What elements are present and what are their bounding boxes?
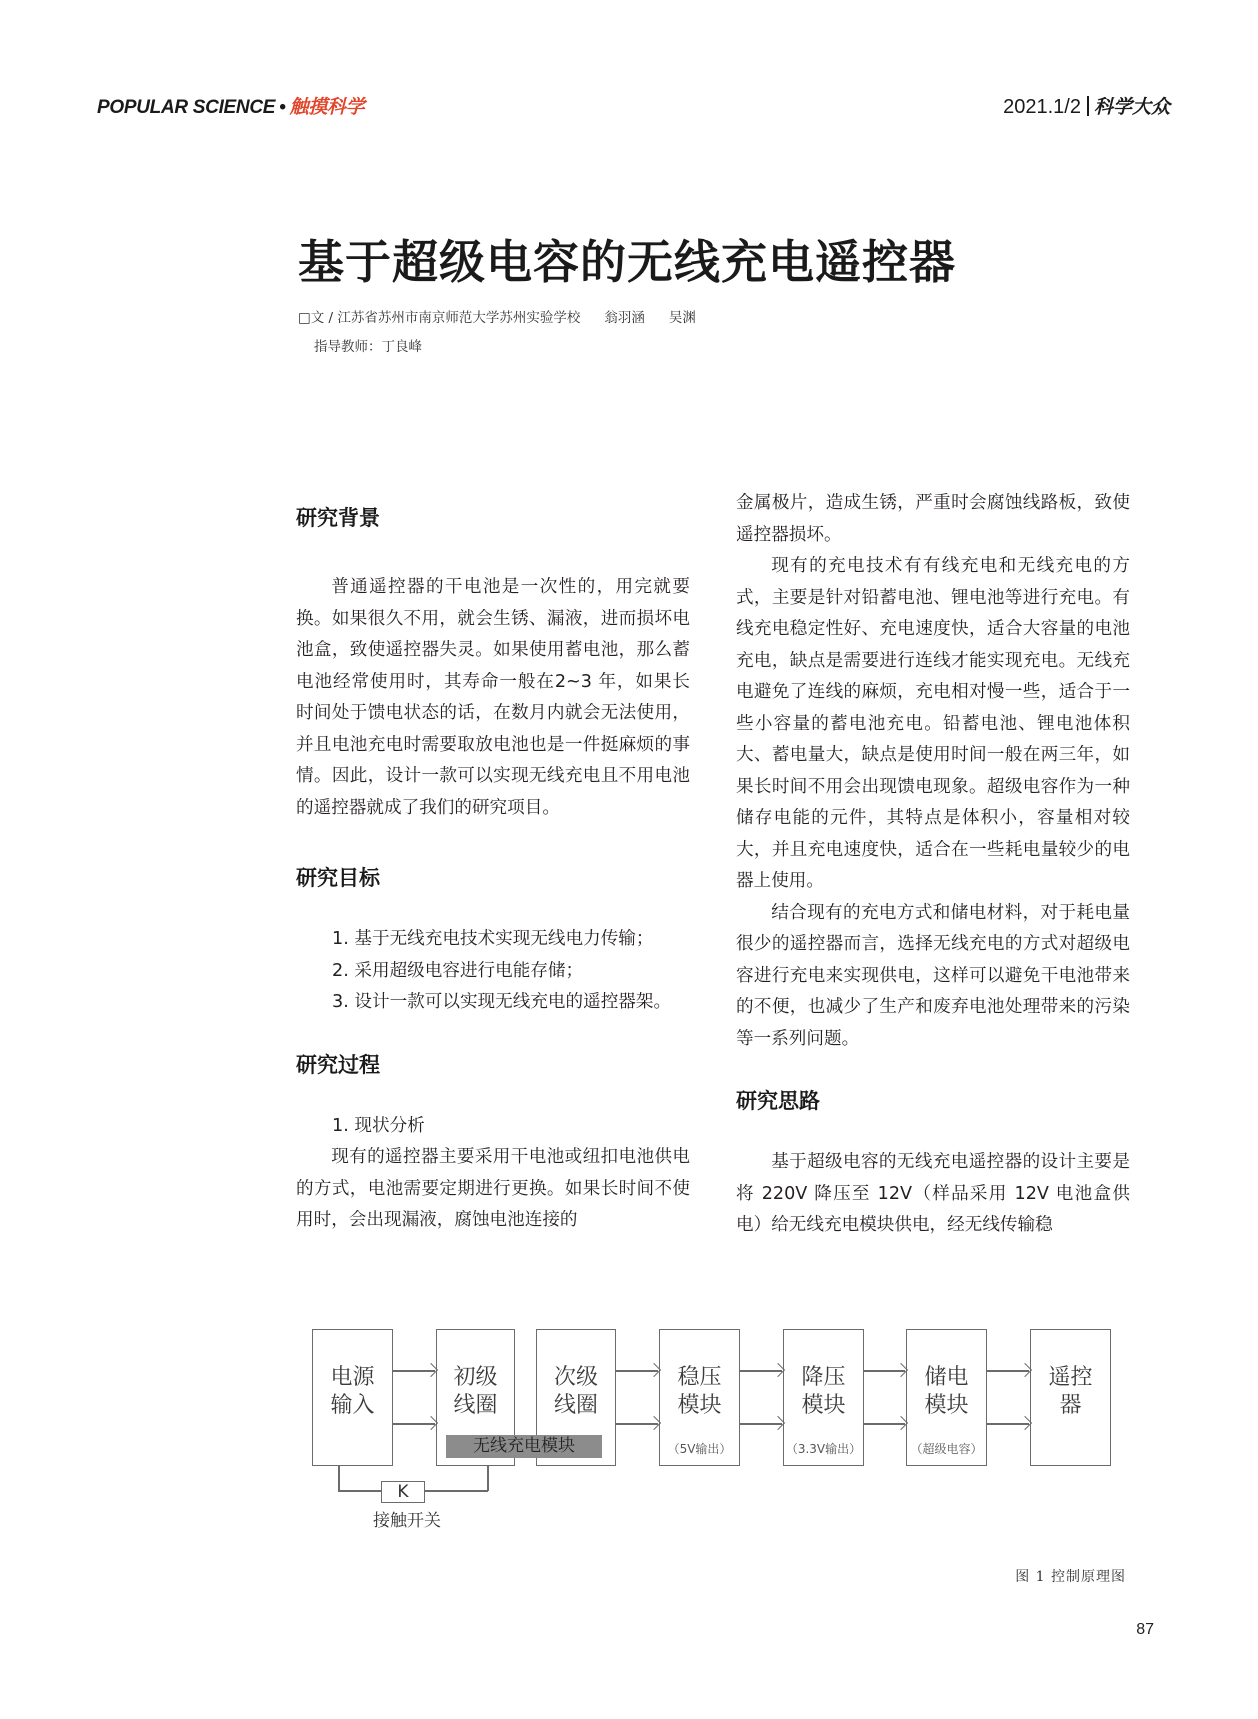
section-heading-background: 研究背景 — [296, 506, 380, 530]
arrow-icon — [740, 1423, 782, 1425]
text-column-right — [736, 493, 1130, 1242]
subsection-heading: 1. 现状分析 — [332, 1115, 425, 1136]
section-heading-goals: 研究目标 — [296, 866, 380, 890]
text-column-left — [296, 502, 690, 1237]
block-storage-module: 储电 模块 （超级电容） — [906, 1329, 987, 1466]
arrow-icon — [740, 1370, 782, 1372]
arrow-icon — [616, 1370, 658, 1372]
block-stepdown-module: 降压 模块 （3.3V输出） — [783, 1329, 864, 1466]
article-byline — [298, 306, 696, 326]
arrow-icon — [987, 1370, 1029, 1372]
header-divider — [1087, 96, 1089, 116]
goal-item: 2. 采用超级电容进行电能存储； — [332, 960, 584, 981]
page-number: 87 — [1136, 1621, 1154, 1638]
arrow-icon — [616, 1423, 658, 1425]
article-title: 基于超级电容的无线充电遥控器 — [298, 235, 956, 289]
contact-switch-label: 接触开关 — [373, 1511, 441, 1531]
switch-wire — [338, 1490, 382, 1492]
advisor-line: 指导教师：丁良峰 — [314, 339, 422, 355]
block-primary-coil: 初级 线圈 — [436, 1329, 515, 1466]
paragraph: 现有的遥控器主要采用干电池或纽扣电池供电的方式，电池需要定期进行更换。如果长时间不使用时，会出现漏液，腐蚀电池连接的 — [296, 1147, 690, 1230]
block-regulator-module: 稳压 模块 （5V输出） — [659, 1329, 740, 1466]
wireless-module-band: 无线充电模块 — [446, 1435, 602, 1458]
brand-english: POPULAR SCIENCE — [97, 97, 276, 118]
arrow-icon — [393, 1370, 435, 1372]
arrow-icon — [393, 1423, 435, 1425]
arrow-icon — [864, 1370, 905, 1372]
byline-affiliation: □文 / 江苏省苏州市南京师范大学苏州实验学校 — [298, 310, 581, 326]
section-heading-process: 研究过程 — [296, 1052, 380, 1077]
goal-item: 3. 设计一款可以实现无线充电的遥控器架。 — [332, 992, 672, 1012]
paragraph: 基于超级电容的无线充电遥控器的设计主要是将 220V 降压至 12V（样品采用 12V 电池盒供电）给无线充电模块供电，经无线传输稳 — [736, 1152, 1130, 1235]
goal-item: 1. 基于无线充电技术实现无线电力传输； — [332, 929, 654, 949]
issue-number: 2021.1/2 — [1003, 96, 1081, 118]
switch-wire — [338, 1466, 340, 1491]
magazine-column-brand — [97, 92, 364, 119]
arrow-icon — [987, 1423, 1029, 1425]
magazine-logo: 科学大众 — [1093, 96, 1170, 118]
section-heading-approach: 研究思路 — [736, 1089, 820, 1113]
switch-wire — [487, 1466, 489, 1491]
block-remote-control: 遥控 器 — [1030, 1329, 1111, 1466]
paragraph: 现有的充电技术有有线充电和无线充电的方式，主要是针对铅蓄电池、锂电池等进行充电。有线充电稳定性好、充电速度快，适合大容量的电池充电，缺点是需要进行连线才能实现充电。无线充电避免了连线的麻烦，充电相对慢一些，适合于一些小容量的蓄电池充电。铅蓄电池、锂电池体积大、蓄电量大，缺点是使用时间一般在两三年，如果长时间不用会出现馈电现象。超级电容作为一种储存电能的元件，其特点是体积小，容量相对较大，并且充电速度快，适合在一些耗电量较少的电器上使用。 — [736, 556, 1130, 891]
paragraph: 结合现有的充电方式和储电材料，对于耗电量很少的遥控器而言，选择无线充电的方式对超级电容进行充电来实现供电，这样可以避免干电池带来的不便，也减少了生产和废弃电池处理带来的污染等一系列问题。 — [736, 902, 1130, 1049]
brand-chinese: 触摸科学 — [289, 96, 365, 118]
brand-separator: • — [279, 97, 286, 118]
arrow-icon — [864, 1423, 905, 1425]
block-secondary-coil: 次级 线圈 — [536, 1329, 616, 1466]
block-power-input: 电源 输入 — [312, 1329, 393, 1466]
issue-info — [1003, 92, 1170, 119]
control-principle-diagram — [312, 1329, 1132, 1539]
figure-caption: 图 1 控制原理图 — [1015, 1569, 1126, 1585]
paragraph-continued: 金属极片，造成生锈，严重时会腐蚀线路板，致使遥控器损坏。 — [736, 493, 1130, 545]
paragraph: 普通遥控器的干电池是一次性的，用完就要换。如果很久不用，就会生锈、漏液，进而损坏电池盒，致使遥控器失灵。如果使用蓄电池，那么蓄电池经常使用时，其寿命一般在2~3 年，如果长时间处于馈电状态的话，在数月内就会无法使用，并且电池充电时需要取放电池也是一件挺麻烦的事情。因此，设计一款可以实现无线充电且不用电池的遥控器就成了我们的研究项目。 — [296, 577, 690, 818]
contact-switch-symbol: K — [381, 1481, 425, 1503]
switch-wire — [424, 1490, 488, 1492]
author-name: 翁羽涵 — [604, 310, 645, 326]
author-name: 吴渊 — [668, 310, 696, 326]
